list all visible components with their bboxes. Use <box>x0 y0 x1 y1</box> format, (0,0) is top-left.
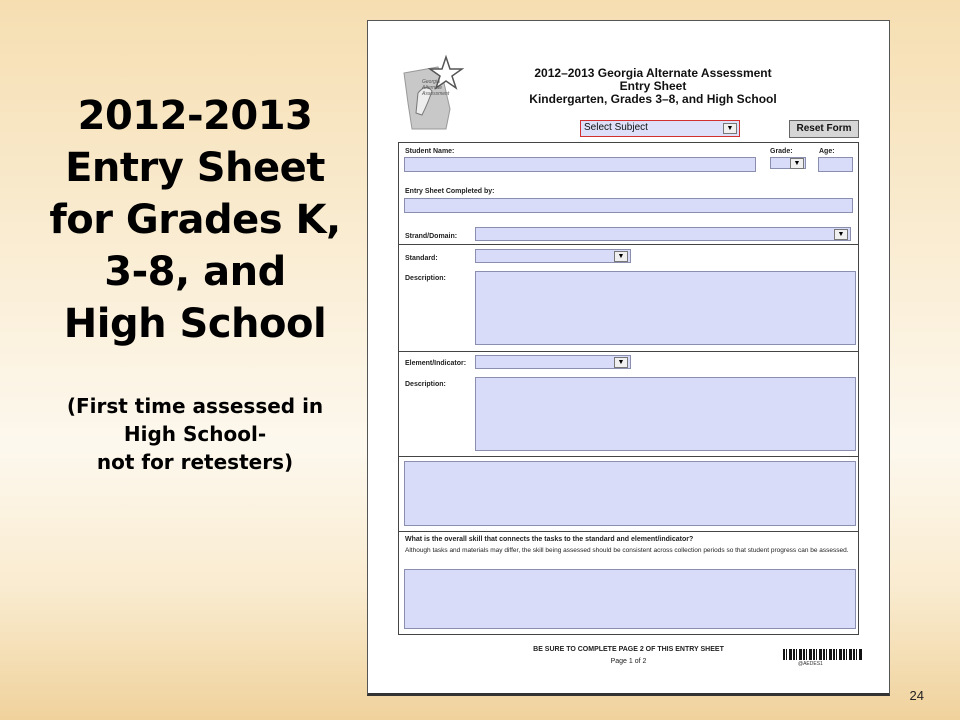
reset-form-button[interactable]: Reset Form <box>789 120 859 138</box>
entry-form <box>398 142 859 635</box>
sub-line: High School- <box>123 422 267 446</box>
select-subject-value: Select Subject <box>584 122 648 133</box>
description-label: Description: <box>405 381 446 388</box>
element-description-field[interactable] <box>475 377 856 451</box>
heading-line: for Grades K, <box>49 197 341 243</box>
standard-description-field[interactable] <box>475 271 856 345</box>
heading-line: 2012-2013 <box>77 93 313 139</box>
heading-line: Entry Sheet <box>65 145 325 191</box>
dropdown-arrow-icon[interactable]: ▼ <box>834 229 848 240</box>
grade-label: Grade: <box>770 148 793 155</box>
divider <box>399 351 858 352</box>
entry-sheet <box>367 20 890 696</box>
sheet-title <box>488 67 818 106</box>
standard-label: Standard: <box>405 255 438 262</box>
student-name-label: Student Name: <box>405 148 455 155</box>
skill-question: What is the overall skill that connects the tasks to the standard and element/indicator? <box>405 536 694 543</box>
age-field[interactable] <box>818 157 853 172</box>
dropdown-arrow-icon[interactable]: ▼ <box>790 158 804 169</box>
heading-line: 3-8, and <box>104 249 286 295</box>
dropdown-arrow-icon[interactable]: ▼ <box>614 251 628 262</box>
slide-heading <box>20 90 370 350</box>
tasks-field[interactable] <box>404 461 856 526</box>
strand-label: Strand/Domain: <box>405 233 458 240</box>
divider <box>399 531 858 532</box>
skill-note: Although tasks and materials may differ, the skill being assessed should be consistent across collection periods so that student progress can be assessed. <box>405 547 849 554</box>
description-label: Description: <box>405 275 446 282</box>
skill-field[interactable] <box>404 569 856 629</box>
age-label: Age: <box>819 148 835 155</box>
barcode <box>783 649 863 660</box>
student-name-field[interactable] <box>404 157 756 172</box>
element-dropdown[interactable] <box>475 355 631 369</box>
logo-text: Georgia Alternate Assessment <box>422 79 450 97</box>
select-subject-dropdown[interactable] <box>580 120 740 137</box>
divider <box>399 456 858 457</box>
completed-by-label: Entry Sheet Completed by: <box>405 188 495 195</box>
element-label: Element/Indicator: <box>405 360 467 367</box>
footer-notice: BE SURE TO COMPLETE PAGE 2 OF THIS ENTRY SHEET <box>533 646 724 653</box>
slide-title-block <box>20 90 370 476</box>
sub-line: not for retesters) <box>96 450 294 474</box>
footer-page: Page 1 of 2 <box>610 658 647 665</box>
completed-by-field[interactable] <box>404 198 853 213</box>
sheet-title-line: Entry Sheet <box>619 79 687 93</box>
barcode-text: @AEDES1 <box>798 661 823 667</box>
standard-dropdown[interactable] <box>475 249 631 263</box>
strand-dropdown[interactable] <box>475 227 851 241</box>
dropdown-arrow-icon[interactable]: ▼ <box>723 123 737 134</box>
heading-line: High School <box>63 301 327 347</box>
slide-page-number: 24 <box>909 688 924 703</box>
dropdown-arrow-icon[interactable]: ▼ <box>614 357 628 368</box>
sub-line: (First time assessed in <box>66 394 324 418</box>
sheet-title-line: Kindergarten, Grades 3–8, and High School <box>529 92 777 106</box>
slide-subheading <box>20 392 370 476</box>
divider <box>399 244 858 245</box>
sheet-title-line: 2012–2013 Georgia Alternate Assessment <box>534 66 772 80</box>
grade-dropdown[interactable] <box>770 157 806 169</box>
